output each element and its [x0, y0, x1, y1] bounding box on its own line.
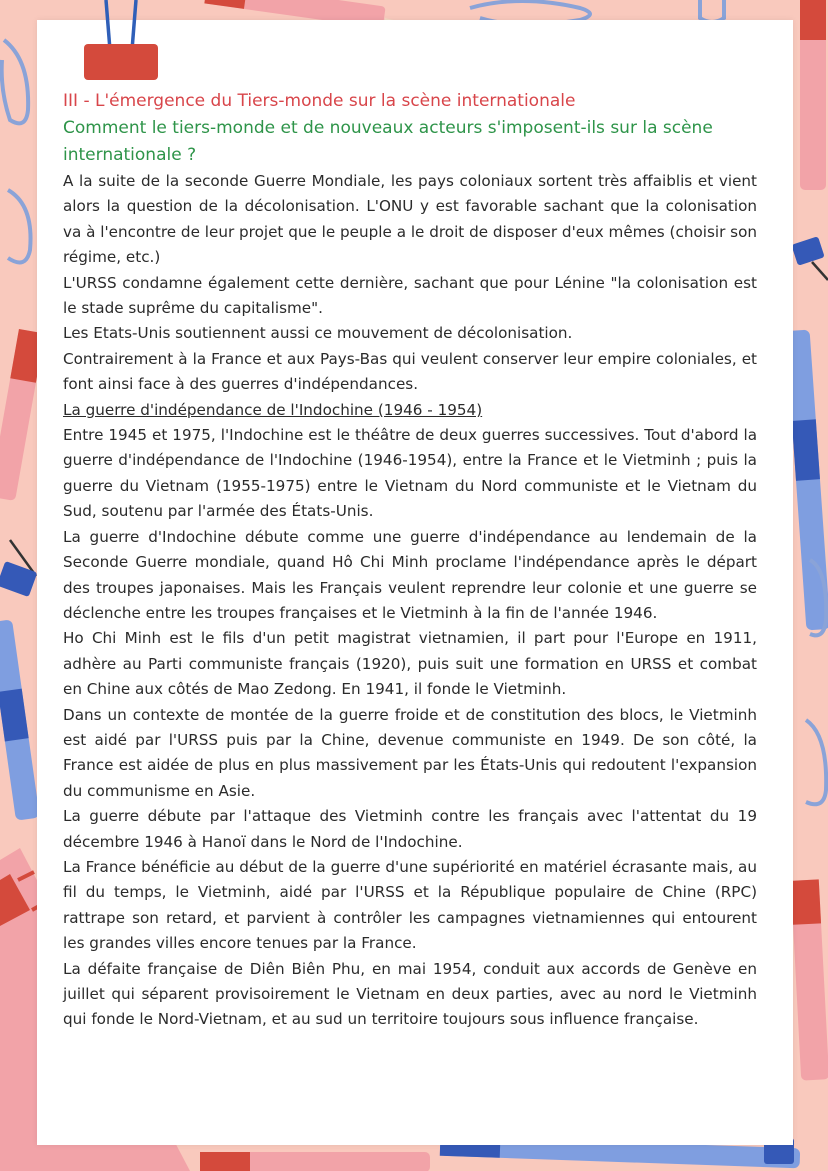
section-question: Comment le tiers-monde et de nouveaux acteurs s'imposent-ils sur la scène internationale ?: [63, 118, 713, 165]
paragraph: L'URSS condamne également cette dernière, sachant que pour Lénine "la colonisation est le stade suprême du capitalisme".: [63, 273, 757, 318]
pencil-right-top-icon: [800, 0, 826, 190]
paragraph: Dans un contexte de montée de la guerre froide et de constitution des blocs, le Vietminh est aidé par l'URSS puis par la Chine, devenue communiste en 1949. De son côté, la France est aidée de plus en plus massivement par les États-Unis qui redoutent l'expansion du communisme en Asie.: [63, 705, 757, 800]
paragraph: A la suite de la seconde Guerre Mondiale, les pays coloniaux sortent très affaiblis et vient alors la question de la décolonisation. L'ONU y est favorable sachant que la colonisation va à l'encontre de leur projet que le peuple a le droit de disposer d'eux mêmes (choisir son régime, etc.): [63, 172, 757, 267]
pen-left-icon: [0, 619, 40, 820]
paragraph: La France bénéficie au début de la guerre d'une supériorité en matériel écrasante mais, au fil du temps, le Vietminh, aidé par l'URSS et la République populaire de Chine (RPC) rattrape son retard, et parvient à contrôler les campagnes vietnamiennes qui entourent les grandes villes encore tenues par la France.: [63, 857, 757, 953]
paragraph: Contrairement à la France et aux Pays-Bas qui veulent conserver leur empire coloniales, et font ainsi face à des guerres d'indépendances.: [63, 349, 757, 394]
pencil-right-bottom-icon: [791, 879, 828, 1080]
section-title: III - L'émergence du Tiers-monde sur la scène internationale: [63, 91, 576, 111]
paragraph: La guerre d'Indochine débute comme une guerre d'indépendance au lendemain de la Seconde Guerre mondiale, quand Hô Chi Minh proclame l'indépendance après le départ des troupes japonaises. Mais les Français veulent reprendre leur colonie et une guerre se déclenche entre les troupes françaises et le Vietminh à la fin de l'année 1946.: [63, 527, 757, 622]
paragraph: Les Etats-Unis soutiennent aussi ce mouvement de décolonisation.: [63, 324, 573, 343]
binder-clip-left-icon: [0, 540, 37, 597]
subheading-indochine: La guerre d'indépendance de l'Indochine (1946 - 1954): [63, 400, 483, 419]
pencil-bottom-icon: [200, 1152, 430, 1171]
paperclip-left-icon: [2, 40, 31, 263]
paragraph: Ho Chi Minh est le fils d'un petit magistrat vietnamien, il part pour l'Europe en 1911, adhère au Parti communiste français (1920), puis suit une formation en URSS et combat en Chine aux côtés de Mao Zedong. En 1941, il fonde le Vietminh.: [63, 629, 757, 699]
binder-clip-right-icon: [791, 236, 828, 280]
paragraph: La défaite française de Diên Biên Phu, en mai 1954, conduit aux accords de Genève en juillet qui séparent provisoirement le Vietnam en deux parties, avec au nord le Vietminh qui fonde le Nord-Vietnam, et au sud un territoire toujours sous influence française.: [63, 959, 757, 1029]
document-body: [63, 88, 757, 1033]
binder-clip-icon: [84, 0, 158, 82]
paragraph: La guerre débute par l'attaque des Vietminh contre les français avec l'attentat du 19 décembre 1946 à Hanoï dans le Nord de l'Indochine.: [63, 807, 757, 851]
paragraph: Entre 1945 et 1975, l'Indochine est le théâtre de deux guerres successives. Tout d'abord la guerre d'indépendance de l'Indochine (1946-1954), entre la France et le Vietminh ; puis la guerre du Vietnam (1955-1975) entre le Vietnam du Nord communiste et le Vietnam du Sud, soutenu par l'armée des États-Unis.: [63, 426, 757, 521]
